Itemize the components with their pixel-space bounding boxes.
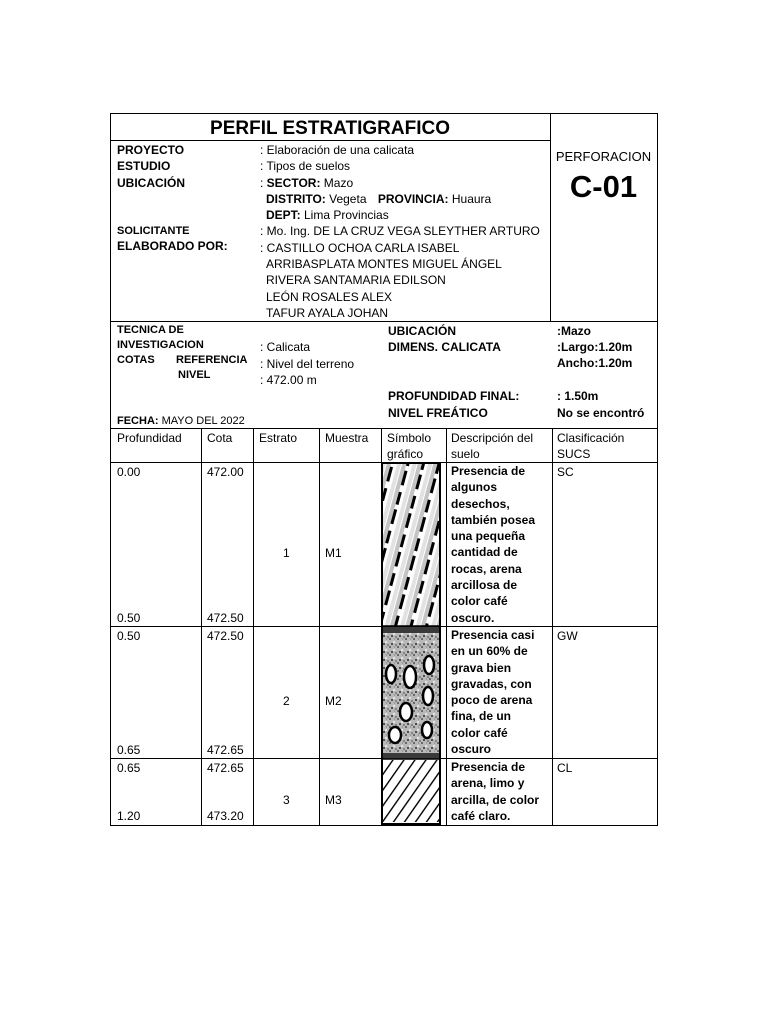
- stripe-pattern-icon: [382, 463, 440, 626]
- col-header-clasificacion-1: Clasificación: [557, 431, 625, 445]
- col-header-simbolo-1: Símbolo: [387, 431, 432, 445]
- row-cota-top: 472.00: [207, 465, 244, 479]
- provincia-value: Huaura: [448, 192, 492, 206]
- cotas-label: COTAS: [117, 354, 155, 366]
- sector-value: Mazo: [320, 176, 354, 190]
- fecha-label: FECHA:: [117, 415, 159, 427]
- row-sucs: SC: [557, 465, 574, 479]
- row-estrato: 3: [283, 793, 290, 807]
- fecha-value: MAYO DEL 2022: [158, 415, 245, 427]
- tec-ubicacion-value: :Mazo: [557, 324, 591, 338]
- row-descripcion: Presencia casi en un 60% de grava bien gravadas, con poco de arena fina, de un color café oscuro: [451, 628, 535, 757]
- border-right: [657, 113, 658, 825]
- elaborado-value-1: : CASTILLO OCHOA CARLA ISABEL: [260, 241, 460, 255]
- col-header-simbolo-2: gráfico: [387, 447, 424, 461]
- row-prof-top: 0.65: [117, 761, 141, 775]
- row-estrato: 2: [283, 694, 290, 708]
- largo-value: :Largo:1.20m: [557, 340, 633, 354]
- row-muestra: M3: [325, 793, 342, 807]
- distrito-line: [266, 191, 491, 207]
- col-divider-3: [319, 428, 320, 825]
- nivel-label: NIVEL: [178, 369, 211, 381]
- profundidad-final-label: PROFUNDIDAD FINAL:: [388, 389, 520, 403]
- profundidad-final-value: : 1.50m: [557, 389, 599, 403]
- estudio-value: : Tipos de suelos: [260, 159, 351, 173]
- gravel-pattern-icon: [382, 627, 440, 759]
- row-prof-bottom: 0.50: [117, 611, 141, 625]
- row-sucs: CL: [557, 761, 573, 775]
- dimens-label: DIMENS. CALICATA: [388, 340, 501, 354]
- dept-line: [266, 207, 389, 223]
- elaborado-value-2: ARRIBASPLATA MONTES MIGUEL ÁNGEL: [266, 257, 502, 271]
- elaborado-value-3: RIVERA SANTAMARIA EDILSON: [266, 273, 446, 287]
- page-title: PERFIL ESTRATIGRAFICO: [210, 118, 450, 139]
- row-cota-top: 472.50: [207, 629, 244, 643]
- row-cota-bottom: 472.50: [207, 611, 244, 625]
- row-estrato: 1: [283, 546, 290, 560]
- dept-label: DEPT:: [266, 208, 301, 222]
- symbol-column: [381, 462, 443, 826]
- fecha-line: [117, 413, 245, 429]
- col-header-profundidad: Profundidad: [117, 431, 182, 445]
- diagonal-hatch-icon: [382, 760, 440, 822]
- perforacion-code: C-01: [569, 169, 638, 204]
- tecnica-label-1: TECNICA DE: [117, 324, 184, 336]
- row-descripcion: Presencia de arena, limo y arcilla, de color café claro.: [451, 760, 540, 823]
- tecnica-value: : Calicata: [260, 340, 311, 354]
- row-prof-bottom: 1.20: [117, 809, 141, 823]
- nivel-freatico-label: NIVEL FREÁTICO: [388, 406, 488, 420]
- sector-prefix: :: [260, 176, 267, 190]
- border-top: [110, 113, 658, 114]
- row-prof-top: 0.00: [117, 465, 141, 479]
- elaborado-value-4: LEÓN ROSALES ALEX: [266, 290, 393, 304]
- row-cota-bottom: 472.65: [207, 743, 244, 757]
- solicitante-label: SOLICITANTE: [117, 225, 190, 237]
- col-divider-5: [446, 428, 447, 825]
- perforacion-divider: [550, 113, 551, 321]
- dept-value: Lima Provincias: [300, 208, 389, 222]
- perforacion-label: PERFORACION: [555, 149, 652, 164]
- estudio-label: ESTUDIO: [117, 159, 171, 173]
- elaborado-label: ELABORADO POR:: [117, 239, 228, 253]
- col-header-descripcion-2: suelo: [451, 447, 480, 461]
- proyecto-value: : Elaboración de una calicata: [260, 143, 415, 157]
- row-prof-bottom: 0.65: [117, 743, 141, 757]
- provincia-label: PROVINCIA:: [377, 192, 449, 206]
- distrito-value: Vegeta: [325, 192, 367, 206]
- row-cota-top: 472.65: [207, 761, 244, 775]
- ubicacion-label: UBICACIÓN: [117, 176, 185, 190]
- distrito-label: DISTRITO:: [266, 192, 326, 206]
- row-sucs: GW: [557, 629, 578, 643]
- col-divider-6: [552, 428, 553, 825]
- col-header-clasificacion-2: SUCS: [557, 447, 591, 461]
- referencia-label: REFERENCIA: [176, 354, 248, 366]
- row-descripcion: Presencia de algunos desechos, también posea una pequeña cantidad de rocas, arena arcillosa de color café oscuro.: [451, 464, 536, 625]
- row-prof-top: 0.50: [117, 629, 141, 643]
- sector-label: SECTOR:: [266, 176, 321, 190]
- border-left: [110, 113, 111, 825]
- row-muestra: M2: [325, 694, 342, 708]
- tecnica-label-2: INVESTIGACION: [117, 339, 204, 351]
- ancho-value: Ancho:1.20m: [557, 356, 633, 370]
- solicitante-value: : Mo. Ing. DE LA CRUZ VEGA SLEYTHER ARTURO: [260, 224, 540, 238]
- proyecto-label: PROYECTO: [117, 143, 185, 157]
- col-divider-1: [201, 428, 202, 825]
- col-divider-2: [253, 428, 254, 825]
- col-header-estrato: Estrato: [259, 431, 298, 445]
- tec-ubicacion-label: UBICACIÓN: [388, 324, 456, 338]
- nivel-value: : 472.00 m: [260, 373, 317, 387]
- nivel-freatico-value: No se encontró: [557, 406, 645, 420]
- row-cota-bottom: 473.20: [207, 809, 244, 823]
- sector-line: [260, 175, 353, 191]
- section-divider-1: [110, 321, 658, 322]
- elaborado-value-5: TAFUR AYALA JOHAN: [266, 306, 389, 320]
- col-header-descripcion-1: Descripción del: [451, 431, 534, 445]
- col-header-cota: Cota: [207, 431, 233, 445]
- cotas-value: : Nivel del terreno: [260, 357, 355, 371]
- col-header-muestra: Muestra: [325, 431, 369, 445]
- row-muestra: M1: [325, 546, 342, 560]
